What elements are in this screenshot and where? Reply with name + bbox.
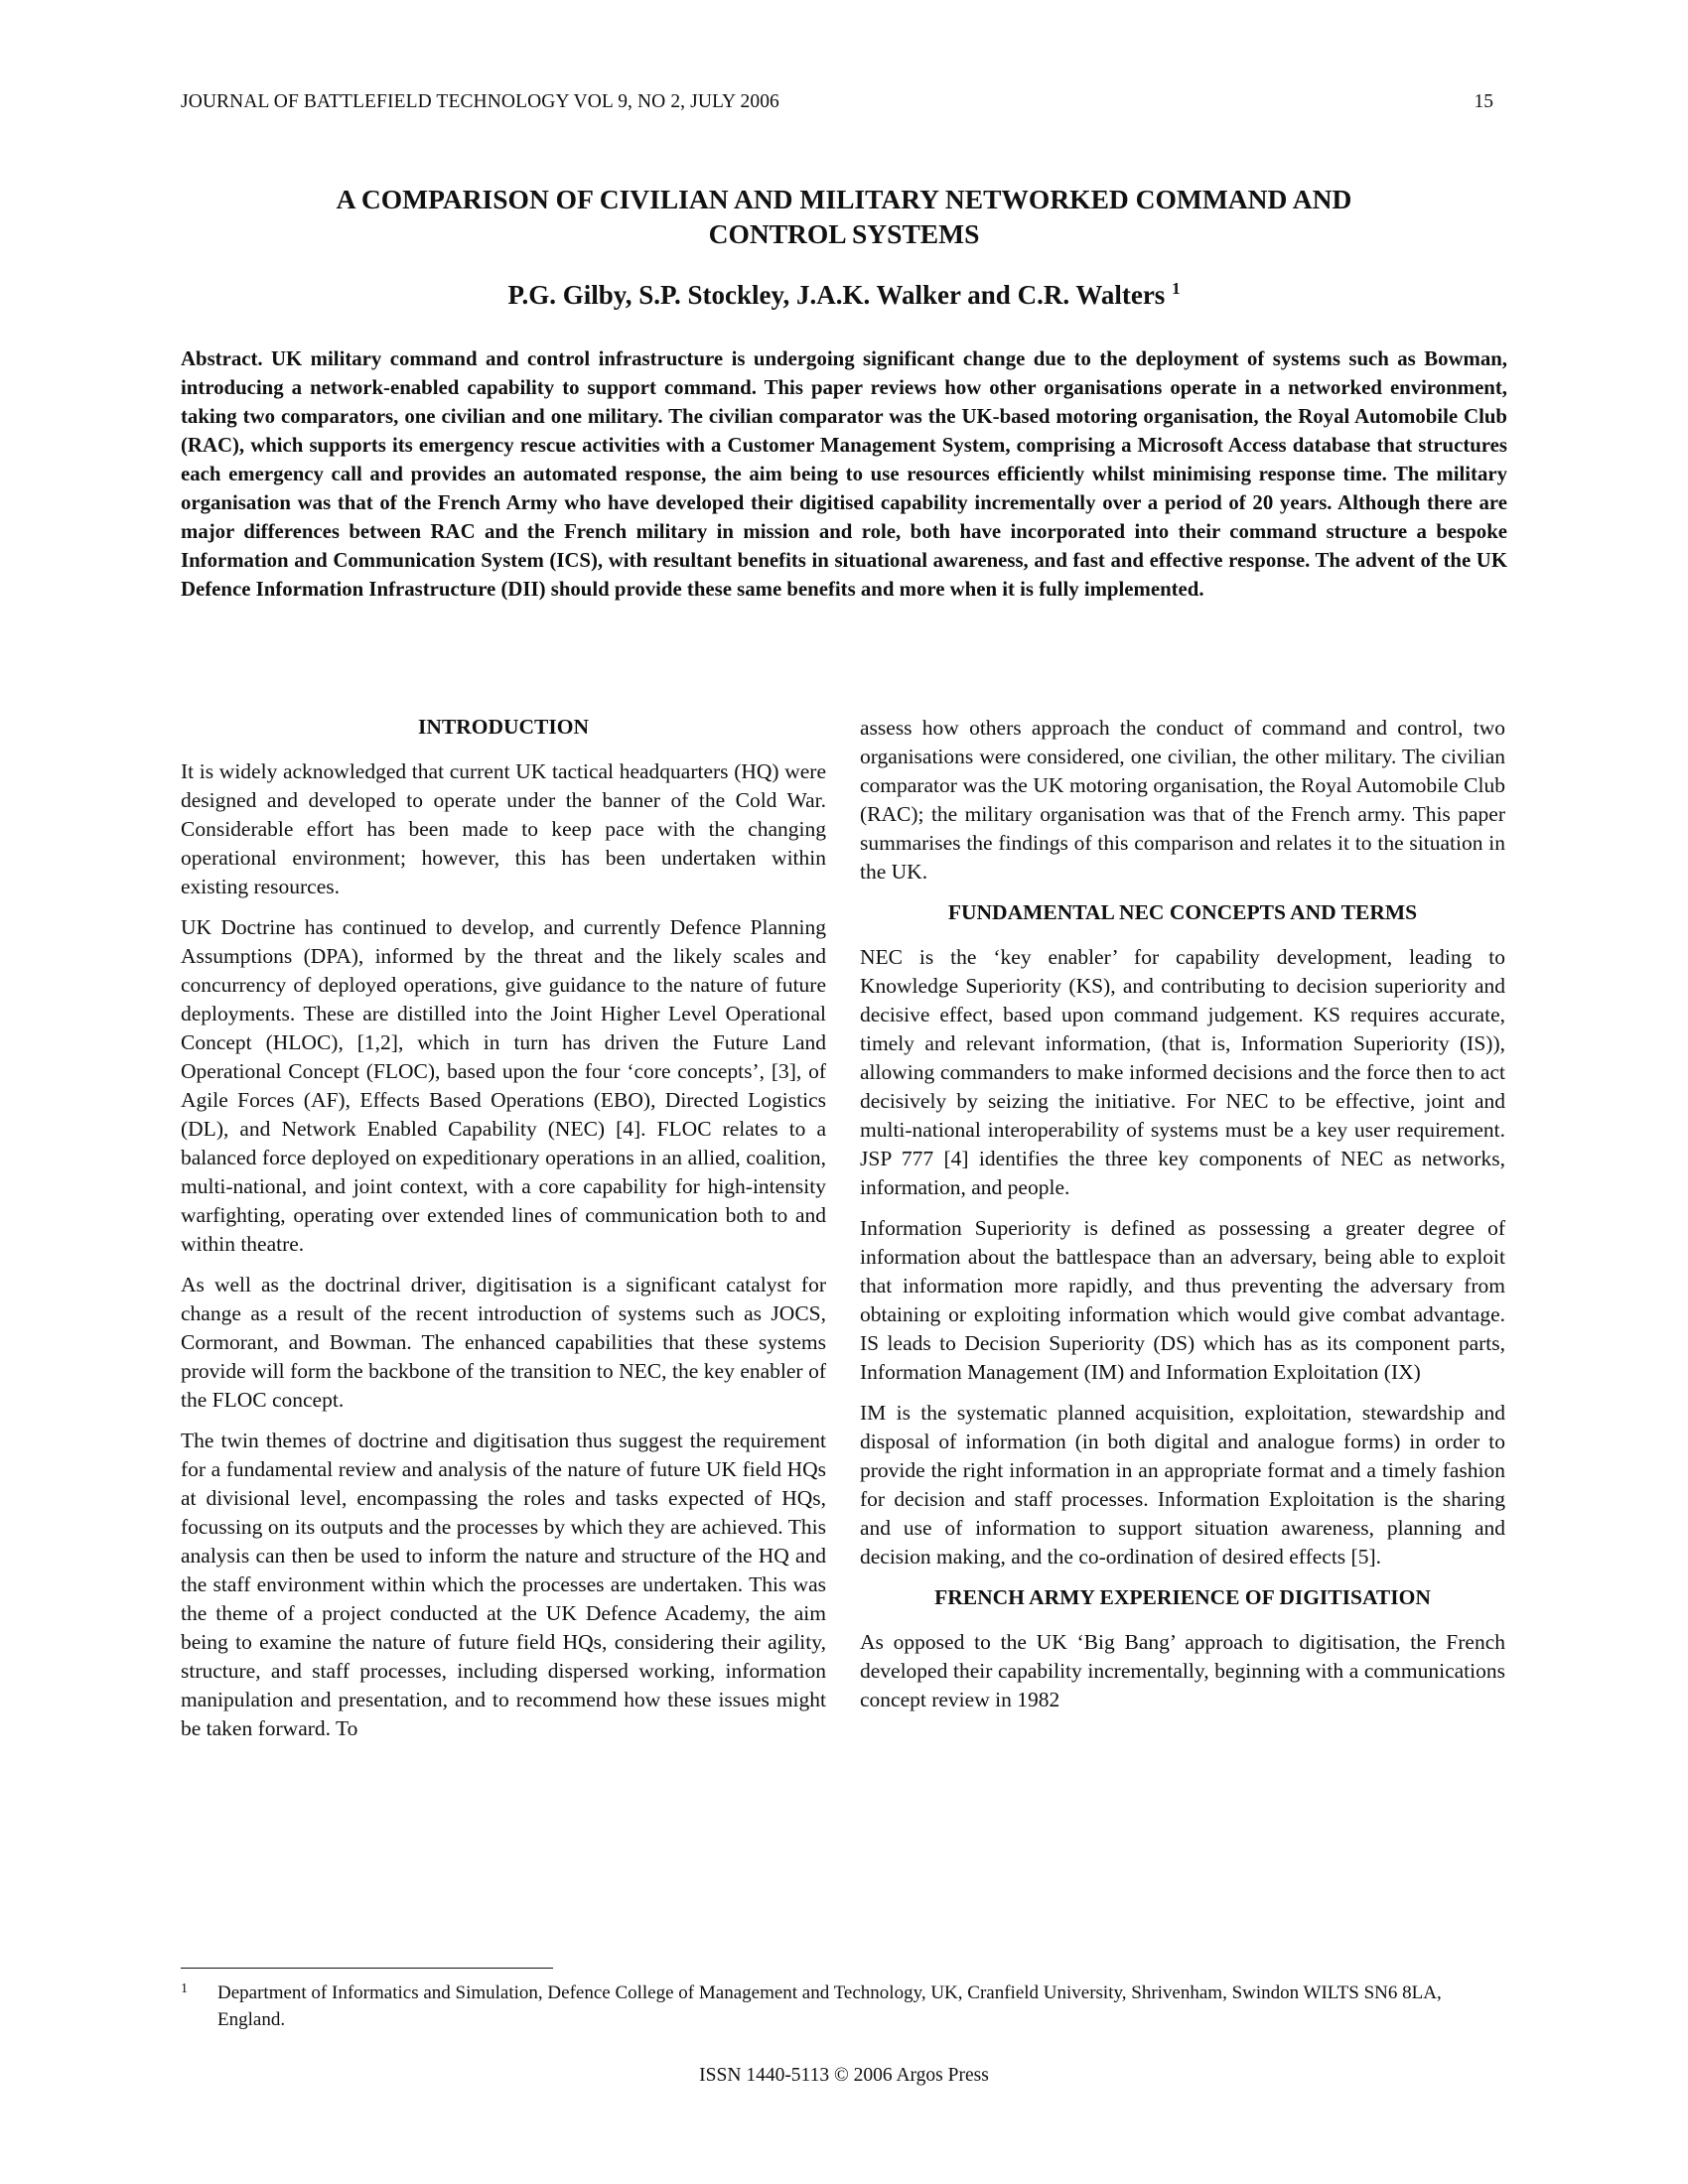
author-list	[181, 280, 1507, 311]
section-heading-introduction: INTRODUCTION	[417, 715, 590, 739]
paragraph: Information Superiority is defined as possessing a greater degree of information about the battlespace than an adversary, being able to exploit that information more rapidly, and thus preventing the adversary from obtaining or exploiting information which would give combat advantage. IS leads to Decision Superiority (DS) which has as its component parts, Information Management (IM) and Information Exploitation (IX)	[860, 1216, 1505, 1384]
footnote-divider	[181, 1968, 553, 1969]
paragraph: assess how others approach the conduct of command and control, two organisations were considered, one civilian, the other military. The civilian comparator was the UK motoring organisation, the Royal Automobile Club (RAC); the military organisation was that of the French army. This paper summarises the findings of this comparison and relates it to the situation in the UK.	[860, 716, 1505, 884]
left-column	[181, 713, 826, 1755]
paragraph: It is widely acknowledged that current UK tactical headquarters (HQ) were designed and developed to operate under the banner of the Cold War. Considerable effort has been made to keep pace with the changing operational environment; however, this has been undertaken within existing resources.	[181, 759, 826, 898]
paragraph: IM is the systematic planned acquisition, exploitation, stewardship and disposal of information (in both digital and analogue forms) in order to provide the right information in an appropriate format and a timely fashion for decision and staff processes. Information Exploitation is the sharing and use of information to support situation awareness, planning and decision making, and the co-ordination of desired effects [5].	[860, 1401, 1505, 1569]
page-number: 15	[1474, 91, 1493, 112]
author-names: P.G. Gilby, S.P. Stockley, J.A.K. Walker and C.R. Walters	[507, 280, 1166, 310]
footnote-marker: 1	[181, 1981, 188, 1996]
footnote	[181, 1979, 1507, 2033]
author-footnote-marker: 1	[1172, 279, 1181, 298]
journal-header: JOURNAL OF BATTLEFIELD TECHNOLOGY VOL 9, NO 2, JULY 2006	[181, 91, 779, 112]
title-line-1: A COMPARISON OF CIVILIAN AND MILITARY NETWORKED COMMAND AND	[336, 184, 1352, 214]
paper-title	[181, 182, 1507, 251]
section-heading-french-army: FRENCH ARMY EXPERIENCE OF DIGITISATION	[934, 1585, 1431, 1609]
abstract: Abstract. UK military command and control infrastructure is undergoing significant change due to the deployment of systems such as Bowman, introducing a network-enabled capability to support command. This paper reviews how other organisations operate in a networked environment, taking two comparators, one civilian and one military. The civilian comparator was the UK-based motoring organisation, the Royal Automobile Club (RAC), which supports its emergency rescue activities with a Customer Management System, comprising a Microsoft Access database that structures each emergency call and provides an automated response, the aim being to use resources efficiently whilst minimising response time. The military organisation was that of the French Army who have developed their digitised capability incrementally over a period of 20 years. Although there are major differences between RAC and the French military in mission and role, both have incorporated into their command structure a bespoke Information and Communication System (ICS), with resultant benefits in situational awareness, and fast and effective response. The advent of the UK Defence Information Infrastructure (DII) should provide these same benefits and more when it is fully implemented.	[181, 347, 1507, 601]
paragraph: UK Doctrine has continued to develop, and currently Defence Planning Assumptions (DPA), informed by the threat and the likely scales and concurrency of deployed operations, give guidance to the nature of future deployments. These are distilled into the Joint Higher Level Operational Concept (HLOC), [1,2], which in turn has driven the Future Land Operational Concept (FLOC), based upon the four ‘core concepts’, [3], of Agile Forces (AF), Effects Based Operations (EBO), Directed Logistics (DL), and Network Enabled Capability (NEC) [4]. FLOC relates to a balanced force deployed on expeditionary operations in an allied, coalition, multi-national, and joint context, with a core capability for high-intensity warfighting, operating over extended lines of communication both to and within theatre.	[181, 915, 826, 1256]
paragraph: As opposed to the UK ‘Big Bang’ approach to digitisation, the French developed their capability incrementally, beginning with a communications concept review in 1982	[860, 1630, 1505, 1711]
section-heading-nec-concepts: FUNDAMENTAL NEC CONCEPTS AND TERMS	[947, 900, 1418, 924]
paragraph: The twin themes of doctrine and digitisation thus suggest the requirement for a fundamental review and analysis of the nature of future UK field HQs at divisional level, encompassing the roles and tasks expected of HQs, focussing on its outputs and the processes by which they are achieved. This analysis can then be used to inform the nature and structure of the HQ and the staff environment within which the processes are undertaken. This was the theme of a project conducted at the UK Defence Academy, the aim being to examine the nature of future field HQs, considering their agility, structure, and staff processes, including dispersed working, information manipulation and presentation, and to recommend how these issues might be taken forward. To	[181, 1429, 826, 1740]
footnote-text: Department of Informatics and Simulation, Defence College of Management and Technology, UK, Cranfield University, Shrivenham, Swindon WILTS SN6 8LA, England.	[217, 1982, 1442, 2030]
right-column	[860, 714, 1505, 1726]
paragraph: As well as the doctrinal driver, digitisation is a significant catalyst for change as a result of the recent introduction of systems such as JOCS, Cormorant, and Bowman. The enhanced capabilities that these systems provide will form the backbone of the transition to NEC, the key enabler of the FLOC concept.	[181, 1273, 826, 1412]
title-line-2: CONTROL SYSTEMS	[708, 218, 980, 249]
paragraph: NEC is the ‘key enabler’ for capability development, leading to Knowledge Superiority (KS), and contributing to decision superiority and decisive effect, based upon command judgement. KS requires accurate, timely and relevant information, (that is, Information Superiority (IS)), allowing commanders to make informed decisions and the force then to act decisively by seizing the initiative. For NEC to be effective, joint and multi-national interoperability of systems must be a key user requirement. JSP 777 [4] identifies the three key components of NEC as networks, information, and people.	[860, 945, 1505, 1199]
page-footer: ISSN 1440-5113 © 2006 Argos Press	[699, 2065, 989, 2086]
